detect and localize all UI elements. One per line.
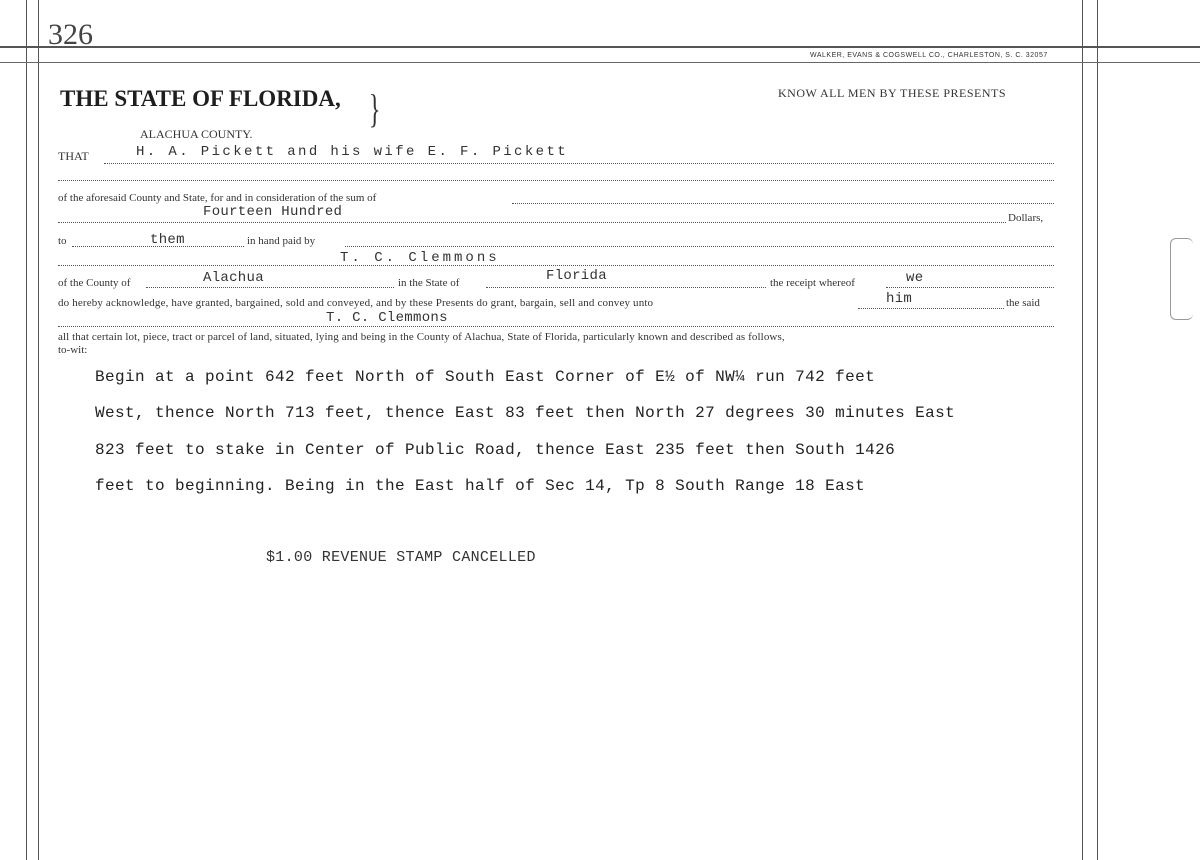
receipt-value: we [906,270,924,286]
page-number: 326 [48,18,93,51]
printer-imprint: WALKER, EVANS & COGSWELL CO., CHARLESTON, S. C. 32057 [810,52,1048,59]
county-of-label: of the County of [58,277,131,289]
paid-by-line [345,246,1054,247]
right-margin-line-2 [1097,0,1098,860]
description-line-4: feet to beginning. Being in the East half of Sec 14, Tp 8 South Range 18 East [95,477,866,495]
description-line-3: 823 feet to stake in Center of Public Road, thence East 235 feet then South 1426 [95,441,896,459]
blank-line [58,180,1054,181]
know-all-men: KNOW ALL MEN BY THESE PRESENTS [778,86,1007,100]
acknowledge-text: do hereby acknowledge, have granted, bargained, sold and conveyed, and by these Presents do grant, bargain, sell and convey unto [58,297,654,309]
dollars-label: Dollars, [1008,212,1044,224]
paid-to-value: them [150,232,185,248]
amount-line [58,222,1006,223]
to-wit-label: to-wit: [58,344,88,356]
county-value: Alachua [203,270,264,286]
paid-by-label: in hand paid by [247,235,316,247]
revenue-stamp-note: $1.00 REVENUE STAMP CANCELLED [266,549,536,566]
right-margin-line [1082,0,1083,860]
state-line [486,287,766,288]
payer-line [58,265,1054,266]
brace: } [368,86,381,131]
the-said-label: the said [1006,297,1040,309]
state-of-label: in the State of [398,277,460,289]
grantors-value: H. A. Pickett and his wife E. F. Pickett [136,144,569,160]
land-text: all that certain lot, piece, tract or parcel of land, situated, lying and being in the County of Alachua, State of Florida, particularly known and described as follows, [58,331,785,343]
description-line-1: Begin at a point 642 feet North of South East Corner of E½ of NW¼ run 742 feet [95,368,876,386]
that-line [104,163,1054,164]
top-rule-2 [0,62,1200,63]
top-rule [0,46,1200,48]
county-heading: ALACHUA COUNTY. [140,127,253,141]
state-title: THE STATE OF FLORIDA, [60,86,341,111]
consideration-line [512,203,1054,204]
to-label: to [58,235,67,247]
grantee-line [58,326,1054,327]
grantee-pronoun-line [858,308,1004,309]
grantee-pronoun-value: him [886,291,913,307]
county-line [146,287,394,288]
amount-value: Fourteen Hundred [203,204,343,220]
left-margin-line-2 [38,0,39,860]
state-value: Florida [546,268,607,284]
payer-value: T. C. Clemmons [340,250,500,266]
binding-tab [1170,238,1193,320]
receipt-line [886,287,1054,288]
consideration-text: of the aforesaid County and State, for and in consideration of the sum of [58,192,377,204]
that-label: THAT [58,149,89,163]
left-margin-line [26,0,27,860]
description-line-2: West, thence North 713 feet, thence East 83 feet then North 27 degrees 30 minutes East [95,404,956,422]
receipt-label: the receipt whereof [770,277,855,289]
grantee-value: T. C. Clemmons [326,310,448,326]
